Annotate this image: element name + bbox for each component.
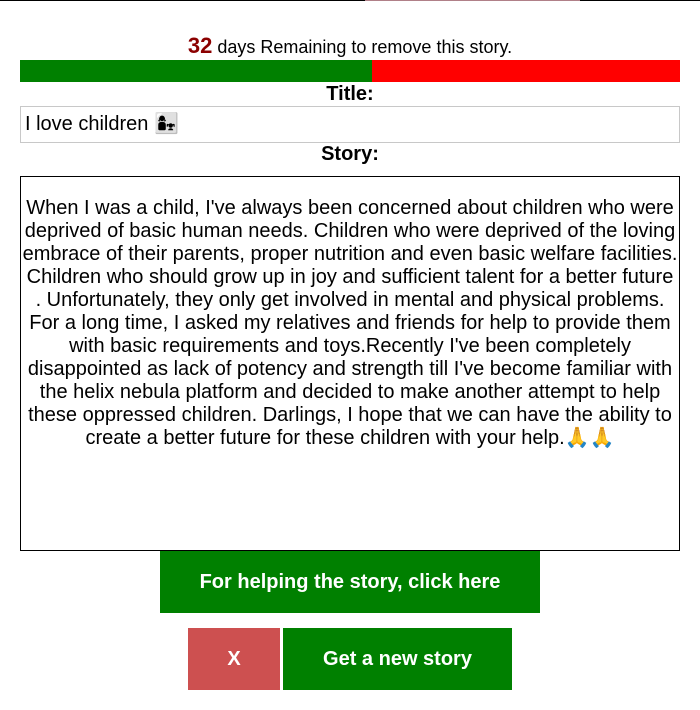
title-value: I love children 👩‍👧 bbox=[25, 113, 179, 135]
top-accent-line bbox=[365, 0, 580, 1]
time-remaining-progress-bar bbox=[20, 60, 680, 82]
title-label: Title: bbox=[326, 83, 374, 105]
days-remaining-text bbox=[0, 32, 700, 61]
help-story-button[interactable]: For helping the story, click here bbox=[160, 551, 540, 613]
close-button[interactable]: X bbox=[188, 628, 280, 690]
days-count: 32 bbox=[187, 33, 213, 58]
days-remaining-suffix: days Remaining to remove this story. bbox=[212, 37, 513, 57]
story-textarea[interactable] bbox=[20, 176, 680, 551]
get-new-story-button[interactable]: Get a new story bbox=[283, 628, 512, 690]
progress-bar-fill bbox=[20, 60, 372, 82]
top-border bbox=[0, 0, 700, 1]
story-text: When I was a child, I've always been concerned about children who were deprived of basic human needs. Children who were deprived of the loving embrace of their parents, proper nutrition and even basic welfare facilities. Children who should grow up in joy and sufficient talent for a better future . Unfortunately, they only get involved in mental and physical problems. For a long time, I asked my relatives and friends for help to provide them with basic requirements and toys.Recently I've been completely disappointed as lack of potency and strength till I've become familiar with the helix nebula platform and decided to make another attempt to help these oppressed children. Darlings, I hope that we can have the ability to create a better future for these children with your help.🙏🙏 bbox=[22, 197, 678, 449]
story-label: Story: bbox=[321, 143, 379, 165]
title-field bbox=[20, 106, 680, 143]
